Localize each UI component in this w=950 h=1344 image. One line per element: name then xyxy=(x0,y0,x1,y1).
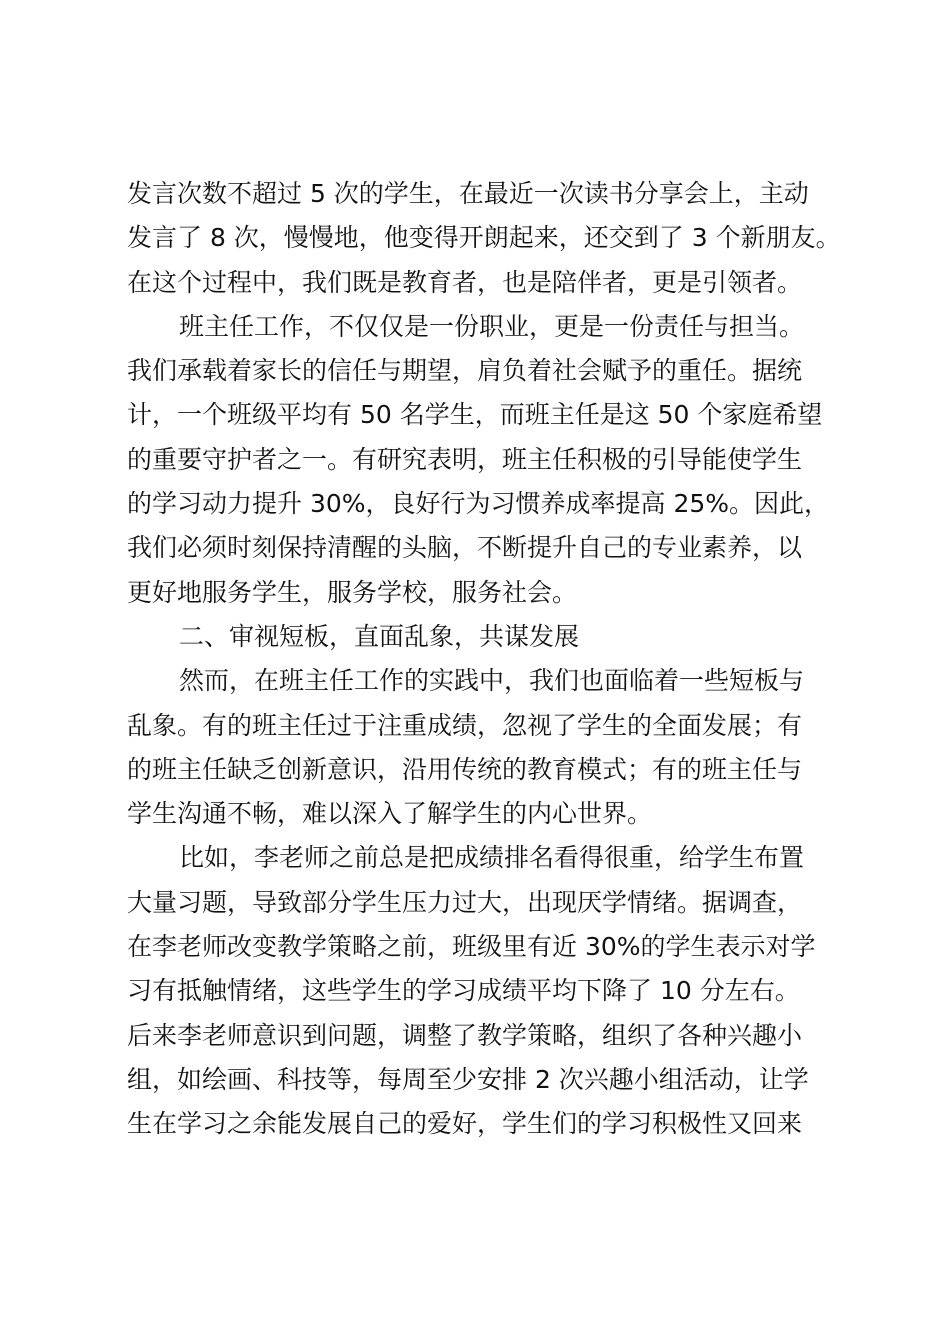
text-line: 我们承载着家长的信任与期望，肩负着社会赋予的重任。据统 xyxy=(127,356,803,386)
body-text xyxy=(127,172,847,1147)
section-heading: 二、审视短板，直面乱象，共谋发展 xyxy=(179,621,580,651)
text-line: 发言了 8 次，慢慢地，他变得开朗起来，还交到了 3 个新朋友。 xyxy=(127,223,841,253)
paragraph-start-line: 然而，在班主任工作的实践中，我们也面临着一些短板与 xyxy=(179,666,805,696)
text-line: 的重要守护者之一。有研究表明，班主任积极的引导能使学生 xyxy=(127,444,803,474)
text-line: 乱象。有的班主任过于注重成绩，忽视了学生的全面发展；有 xyxy=(127,710,803,740)
text-line: 组，如绘画、科技等，每周至少安排 2 次兴趣小组活动，让学 xyxy=(127,1064,809,1094)
text-line: 发言次数不超过 5 次的学生，在最近一次读书分享会上，主动 xyxy=(127,179,809,208)
text-line: 大量习题，导致部分学生压力过大，出现厌学情绪。据调查， xyxy=(127,887,803,917)
paragraph-start-line: 比如，李老师之前总是把成绩排名看得很重，给学生布置 xyxy=(179,843,805,873)
text-line: 我们必须时刻保持清醒的头脑，不断提升自己的专业素养，以 xyxy=(127,533,803,563)
text-line: 计，一个班级平均有 50 名学生，而班主任是这 50 个家庭希望 xyxy=(127,400,823,430)
text-line: 习有抵触情绪，这些学生的学习成绩平均下降了 10 分左右。 xyxy=(127,976,800,1006)
text-line: 学生沟通不畅，难以深入了解学生的内心世界。 xyxy=(127,799,653,829)
text-line: 生在学习之余能发展自己的爱好，学生们的学习积极性又回来 xyxy=(127,1109,803,1139)
paragraph-start-line: 班主任工作，不仅仅是一份职业，更是一份责任与担当。 xyxy=(179,311,805,341)
text-line: 的学习动力提升 30%，良好行为习惯养成率提高 25%。因此， xyxy=(127,489,830,519)
text-line: 的班主任缺乏创新意识，沿用传统的教育模式；有的班主任与 xyxy=(127,754,803,784)
text-line: 在这个过程中，我们既是教育者，也是陪伴者，更是引领者。 xyxy=(127,267,803,297)
text-line: 在李老师改变教学策略之前，班级里有近 30%的学生表示对学 xyxy=(127,932,816,962)
text-line: 更好地服务学生，服务学校，服务社会。 xyxy=(127,577,578,607)
text-line: 后来李老师意识到问题，调整了教学策略，组织了各种兴趣小 xyxy=(127,1020,803,1050)
